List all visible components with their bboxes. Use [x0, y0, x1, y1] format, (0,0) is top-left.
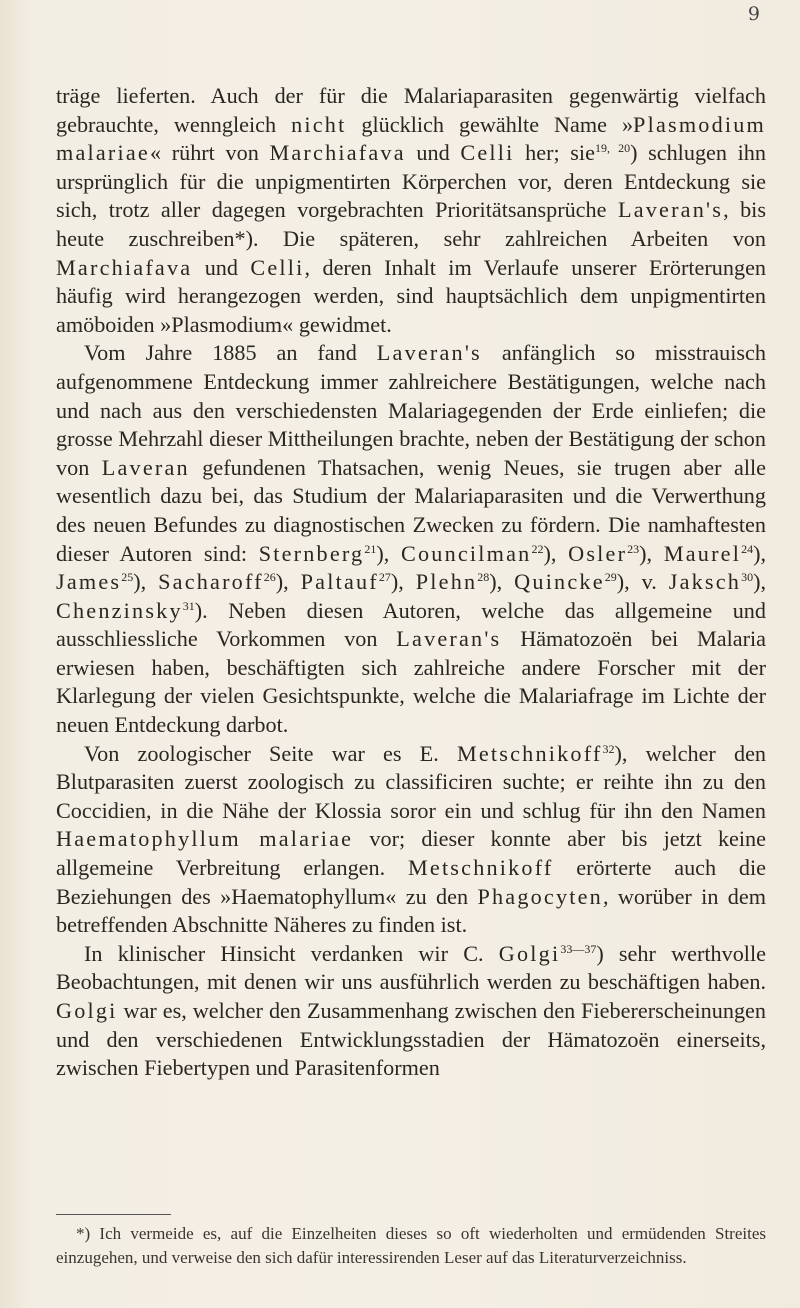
spaced-name: Sternberg [258, 540, 365, 566]
text-run: und [405, 140, 461, 166]
footnote-ref: 19, 20 [594, 141, 631, 156]
text-run: ), [390, 569, 416, 595]
spaced-name: Laveran's [617, 197, 724, 223]
spaced-name: Paltauf [300, 569, 379, 595]
footnote-ref: 23 [627, 541, 640, 556]
spaced-name: Plehn [415, 569, 478, 595]
text-run: ), [275, 569, 301, 595]
paragraph [56, 82, 766, 339]
footnote-text: *) Ich vermeide es, auf die Einzelheiten dieses so oft wiederholten und ermüdenden Streites einzugehen, und verweise den sich dafür interessirenden Leser auf das Literaturverzeichniss. [56, 1224, 766, 1267]
footnote-ref: 21 [364, 541, 377, 556]
spaced-name: Celli [250, 254, 305, 280]
spaced-name: Quincke [514, 569, 605, 595]
text-run: Von zoologischer Seite war es E. [84, 740, 457, 766]
spaced-name: Marchiafava [56, 254, 193, 280]
footnote-ref: 33—37 [560, 941, 597, 956]
paragraph [56, 940, 766, 1083]
spaced-name: Celli [460, 140, 515, 166]
text-run: ). Neben diesen Autoren, welche das allgemeine und ausschliessliche Vorkommen von [56, 597, 766, 652]
text-run: war es, welcher den Zusammenhang zwischen den Fiebererscheinungen und den verschiedenen Entwicklungsstadien der Hämatozoën einerseits, zwischen Fiebertypen und Parasitenformen [56, 998, 766, 1081]
text-run: ), [376, 540, 401, 566]
text-run: , bis heute zuschreiben*). Die späteren, sehr zahlreichen Arbeiten von [56, 197, 766, 251]
text-run: ), [543, 540, 569, 566]
spaced-name: Golgi [498, 940, 561, 966]
spaced-name: Plasmodium malariae [56, 111, 766, 166]
spaced-name: Jaksch [668, 569, 742, 595]
text-run: ) sehr werthvolle Beobachtungen, mit denen wir uns ausführlich werden zu beschäftigen haben. [56, 940, 766, 995]
footnote-ref: 25 [121, 570, 134, 585]
spaced-name: Chenzinsky [56, 597, 183, 623]
spaced-name: Osler [568, 540, 628, 566]
paragraph [56, 339, 766, 739]
spaced-name: James [56, 569, 122, 595]
footnote-ref: 32 [602, 741, 615, 756]
text-run: ), welcher den Blutparasiten zuerst zoologisch zu classificiren suchte; er reihte ihn zu den Coccidien, in die Nähe der Klossia soror ein und schlug für ihn den Namen [56, 740, 767, 823]
text-run: Hämatozoën bei Malaria erwiesen haben, beschäftigten sich zahlreiche andere Forscher mit der Klarlegung der vielen Gesichtspunkte, welche die Malariafrage im Lichte der neuen Entdeckung darbot. [56, 626, 766, 738]
spaced-name: Laveran's [376, 340, 482, 366]
spaced-name: Phagocyten [477, 883, 603, 909]
text-run: ), [753, 540, 767, 566]
text-run: ), [639, 540, 664, 566]
spaced-name: Metschnikoff [407, 855, 554, 881]
footnote-ref: 30 [741, 570, 754, 585]
spaced-name: Laveran [101, 454, 190, 480]
spaced-name: Marchiafava [269, 140, 406, 166]
footnote-ref: 24 [741, 541, 754, 556]
text-run: In klinischer Hinsicht verdanken wir C. [84, 940, 499, 966]
text-run: ), v. [616, 569, 669, 595]
footnote-ref: 26 [263, 570, 276, 585]
footnote-ref: 29 [604, 570, 617, 585]
spaced-name: Metschnikoff [456, 740, 603, 766]
spaced-name: Haematophyllum malariae [56, 826, 354, 852]
text-run: gefundenen Thatsachen, wenig Neues, sie trugen aber alle wesentlich dazu bei, das Studium der Malariaparasiten und die Verwerthung des neuen Befundes zu diagnostischen Zwecken zu fördern. Die namhaftesten dieser Autoren sind: [56, 454, 766, 566]
footnote-rule [56, 1214, 171, 1215]
text-run: träge lieferten. Auch der für die Malariaparasiten gegenwärtig vielfach gebrauchte, wenngleich [56, 83, 766, 137]
spaced-name: Maurel [663, 540, 742, 566]
text-run: anfänglich so misstrauisch aufgenommene Entdeckung immer zahlreichere Bestätigungen, welche nach und nach aus den verschiedensten Malariagegenden der Erde einliefen; die grosse Mehrzahl dieser Mittheilungen brachte, neben der Bestätigung der schon von [56, 340, 766, 480]
text-run: , deren Inhalt im Verlaufe unserer Erörterungen häufig wird herangezogen werden, sind hauptsächlich dem unpigmentirten amöboiden »Plasmodium« gewidmet. [56, 254, 767, 337]
spaced-name: nicht [291, 111, 347, 137]
spaced-name: Laveran's [396, 626, 502, 652]
text-run: erörterte auch die Beziehungen des »Haematophyllum« zu den [56, 855, 767, 909]
footnote-ref: 28 [477, 570, 490, 585]
text-run: her; sie [514, 140, 595, 166]
text-run: und [192, 254, 251, 280]
text-run: ) schlugen ihn ursprünglich für die unpigmentirten Körperchen vor, deren Entdeckung sie sich, trotz aller dagegen vorgebrachten Prioritätsansprüche [56, 140, 766, 223]
page-number: 9 [747, 3, 760, 25]
footnote [56, 1222, 766, 1270]
text-run: , worüber in dem betreffenden Abschnitte Näheres zu finden ist. [56, 883, 766, 938]
spaced-name: Sacharoff [158, 569, 264, 595]
body-text [56, 82, 766, 1083]
footnote-ref: 27 [378, 570, 391, 585]
text-run: vor; dieser konnte aber bis jetzt keine allgemeine Verbreitung erlangen. [56, 826, 766, 881]
text-run: ), [489, 569, 515, 595]
footnote-ref: 31 [182, 598, 195, 613]
text-run: ), [133, 569, 159, 595]
text-run: glücklich gewählte Name » [346, 111, 634, 137]
text-run: ), [753, 569, 767, 595]
text-run: Vom Jahre 1885 an fand [84, 340, 377, 366]
spaced-name: Councilman [401, 540, 532, 566]
spaced-name: Golgi [56, 998, 118, 1023]
paragraph [56, 740, 766, 940]
text-run: « rührt von [149, 140, 270, 166]
footnote-ref: 22 [531, 541, 544, 556]
